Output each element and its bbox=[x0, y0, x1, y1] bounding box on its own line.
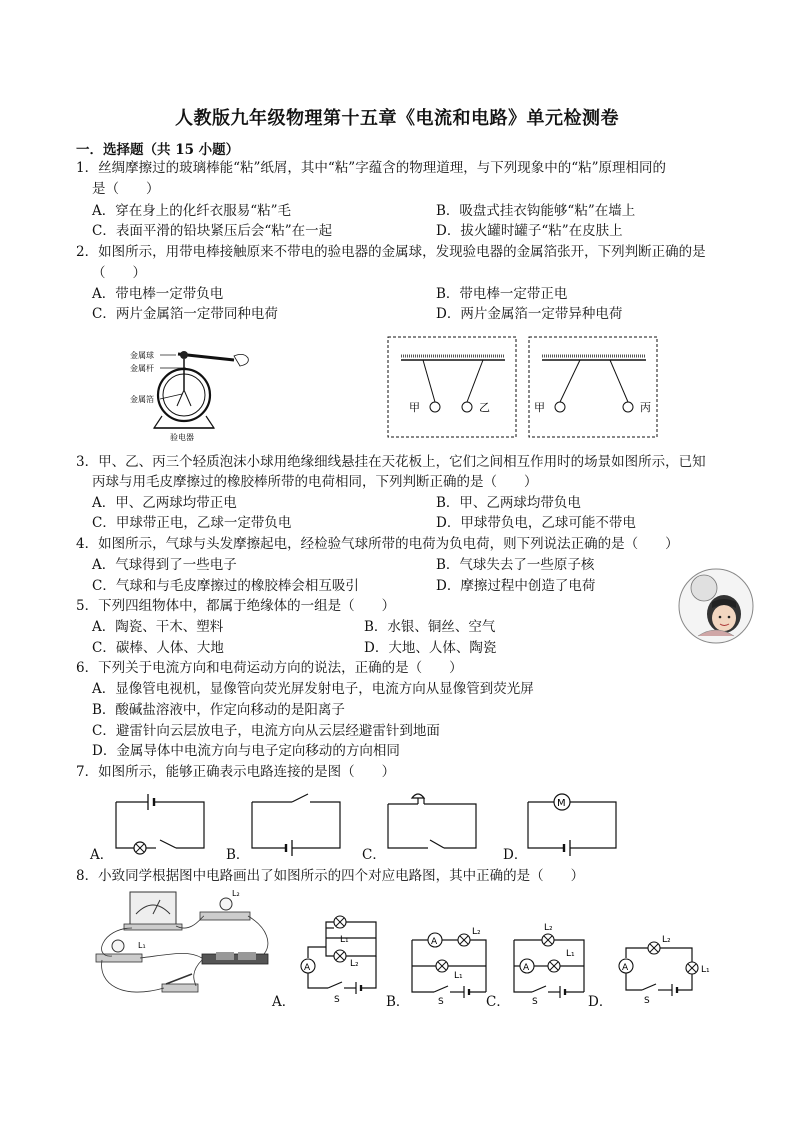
q1-option-d: D．拔火罐时罐子“粘”在皮肤上 bbox=[436, 223, 623, 239]
motor-label: M bbox=[557, 798, 566, 809]
q8b-L1: L₁ bbox=[454, 971, 463, 981]
q6-option-c: C．避雷针向云层放电子，电流方向从云层经避雷针到地面 bbox=[92, 723, 440, 739]
q6-option-b: B．酸碱盐溶液中，作定向移动的是阳离子 bbox=[92, 702, 345, 718]
q8c-switch: S bbox=[532, 997, 538, 1004]
ball-bing: 丙 bbox=[640, 401, 651, 414]
ball-jia-right: 甲 bbox=[534, 401, 545, 414]
page-title: 人教版九年级物理第十五章《电流和电路》单元检测卷 bbox=[175, 108, 619, 129]
q8a-L2: L₂ bbox=[350, 959, 359, 969]
label-metal-ball: 金属球 bbox=[130, 351, 154, 360]
label-metal-rod: 金属杆 bbox=[130, 364, 154, 373]
q8c-L1: L₁ bbox=[566, 949, 575, 959]
electroscope-caption: 验电器 bbox=[170, 433, 194, 442]
ball-jia-left: 甲 bbox=[409, 401, 420, 414]
q3-option-a: A．甲、乙两球均带正电 bbox=[92, 495, 237, 511]
q3-option-c: C．甲球带正电，乙球一定带负电 bbox=[92, 515, 292, 531]
q6-stem: 6．下列关于电流方向和电荷运动方向的说法，正确的是（ ） bbox=[76, 660, 463, 676]
q2-stem-cont: （ ） bbox=[92, 265, 146, 281]
q7-circuit-c bbox=[382, 790, 482, 858]
q1-stem-cont: 是（ ） bbox=[92, 181, 160, 197]
q3-option-d: D．甲球带负电，乙球可能不带电 bbox=[436, 515, 636, 531]
q8d-switch: S bbox=[644, 996, 650, 1004]
q2-stem: 2．如图所示，用带电棒接触原来不带电的验电器的金属球，发现验电器的金属箔张开，下列判断正确的是 bbox=[76, 244, 706, 260]
q8-circuit-c bbox=[506, 918, 592, 1004]
q3-stem-cont: 丙球与用毛皮摩擦过的橡胶棒所带的电荷相同，下列判断正确的是（ ） bbox=[92, 474, 538, 490]
q8-circuit-b bbox=[406, 920, 492, 1004]
q5-option-a: A．陶瓷、干木、塑料 bbox=[92, 619, 224, 635]
q7-circuit-b bbox=[246, 790, 346, 858]
q7-circuit-a bbox=[110, 790, 210, 858]
q1-stem: 1．丝绸摩擦过的玻璃棒能“粘”纸屑，其中“粘”字蕴含的物理道理，与下列现象中的“粘”原理相同的 bbox=[76, 160, 666, 176]
q8-stem: 8．小致同学根据图中电路画出了如图所示的四个对应电路图，其中正确的是（ ） bbox=[76, 868, 585, 884]
q3-option-b: B．甲、乙两球均带负电 bbox=[436, 495, 581, 511]
q8a-L1: L₁ bbox=[340, 935, 349, 945]
hanging-balls-left-figure bbox=[387, 336, 519, 440]
q1-option-b: B．吸盘式挂衣钩能够“粘”在墙上 bbox=[436, 203, 636, 219]
q8-option-c: C． bbox=[486, 994, 510, 1010]
q8d-ammeter: A bbox=[622, 963, 629, 973]
q1-option-c: C．表面平滑的铅块紧压后会“粘”在一起 bbox=[92, 223, 333, 239]
q5-option-c: C．碳棒、人体、大地 bbox=[92, 640, 224, 656]
q8-option-a: A． bbox=[272, 994, 296, 1010]
q8a-switch: S bbox=[334, 995, 340, 1004]
q7-option-a: A． bbox=[90, 847, 114, 863]
q8d-L1: L₁ bbox=[701, 965, 710, 975]
q2-option-a: A．带电棒一定带负电 bbox=[92, 286, 224, 302]
q4-option-b: B．气球失去了一些原子核 bbox=[436, 557, 595, 573]
q8b-ammeter: A bbox=[431, 937, 438, 947]
label-metal-foil: 金属箔 bbox=[130, 395, 154, 404]
q7-option-c: C． bbox=[362, 847, 386, 863]
q4-option-c: C．气球和与毛皮摩擦过的橡胶棒会相互吸引 bbox=[92, 578, 359, 594]
q8c-ammeter: A bbox=[523, 963, 530, 973]
balloon-girl-image bbox=[676, 566, 756, 646]
q7-option-b: B． bbox=[226, 847, 250, 863]
q8-physical-circuit bbox=[92, 888, 282, 1004]
q5-stem: 5．下列四组物体中，都属于绝缘体的一组是（ ） bbox=[76, 598, 396, 614]
q2-option-b: B．带电棒一定带正电 bbox=[436, 286, 568, 302]
q7-circuit-d bbox=[522, 786, 622, 858]
q5-option-d: D．大地、人体、陶瓷 bbox=[364, 640, 497, 656]
q2-option-d: D．两片金属箔一定带异种电荷 bbox=[436, 306, 623, 322]
q6-option-d: D．金属导体中电流方向与电子定向移动的方向相同 bbox=[92, 743, 400, 759]
ball-yi: 乙 bbox=[479, 401, 490, 414]
q8-option-d: D． bbox=[588, 994, 613, 1010]
phys-L2: L₂ bbox=[232, 889, 240, 898]
q4-stem: 4．如图所示，气球与头发摩擦起电，经检验气球所带的电荷为负电荷，则下列说法正确的是（ ） bbox=[76, 536, 679, 552]
q8-circuit-d bbox=[608, 928, 712, 1004]
q8-circuit-a bbox=[292, 904, 388, 1004]
phys-L1: L₁ bbox=[138, 941, 146, 950]
q8b-switch: S bbox=[438, 997, 444, 1004]
q7-option-d: D． bbox=[503, 847, 528, 863]
q8d-L2: L₂ bbox=[662, 935, 671, 945]
q8-option-b: B． bbox=[386, 994, 410, 1010]
q8a-ammeter: A bbox=[304, 963, 311, 973]
q4-option-d: D．摩擦过程中创造了电荷 bbox=[436, 578, 596, 594]
q8c-L2: L₂ bbox=[544, 923, 553, 933]
electroscope-figure bbox=[118, 338, 268, 444]
q3-stem: 3．甲、乙、丙三个轻质泡沫小球用绝缘细线悬挂在天花板上，它们之间相互作用时的场景如图所示，已知 bbox=[76, 454, 706, 470]
q6-option-a: A．显像管电视机，显像管向荧光屏发射电子，电流方向从显像管到荧光屏 bbox=[92, 681, 534, 697]
q4-option-a: A．气球得到了一些电子 bbox=[92, 557, 237, 573]
q1-option-a: A．穿在身上的化纤衣服易“粘”毛 bbox=[92, 203, 292, 219]
q5-option-b: B．水银、铜丝、空气 bbox=[364, 619, 496, 635]
section-heading: 一．选择题（共 15 小题） bbox=[76, 142, 240, 158]
q7-stem: 7．如图所示，能够正确表示电路连接的是图（ ） bbox=[76, 764, 396, 780]
q8b-L2: L₂ bbox=[472, 927, 481, 937]
q2-option-c: C．两片金属箔一定带同种电荷 bbox=[92, 306, 278, 322]
hanging-balls-right-figure bbox=[528, 336, 660, 440]
